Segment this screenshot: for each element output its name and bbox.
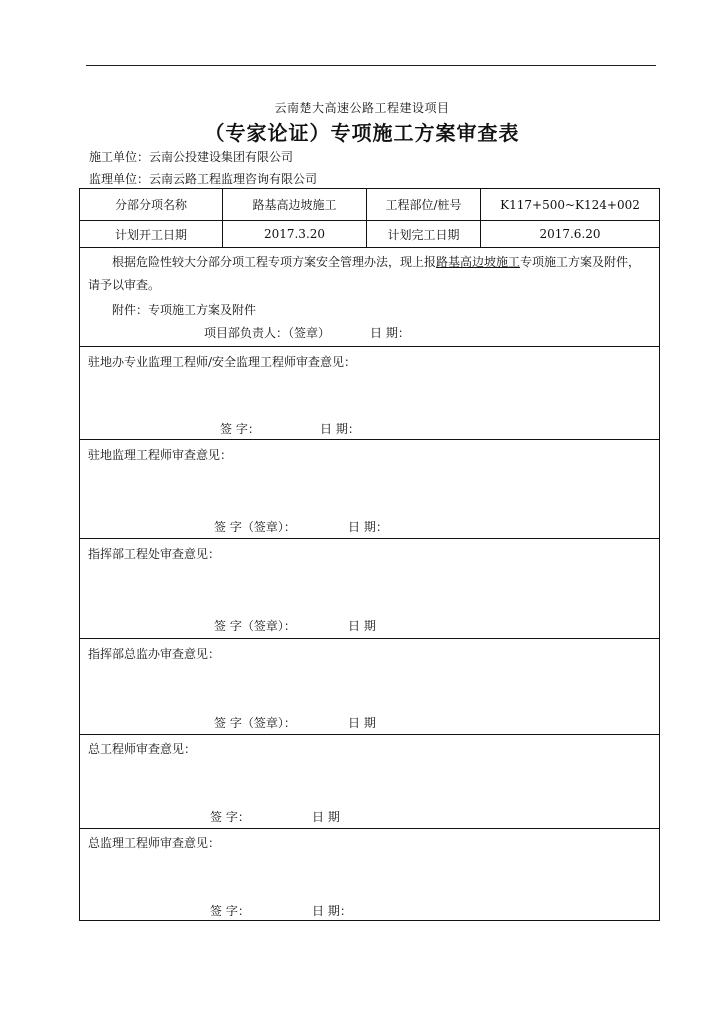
review-sign: 签 字（签章）：: [214, 619, 296, 633]
application-text-before: 根据危险性较大分部分项工程专项方案安全管理办法，现上报: [112, 255, 437, 269]
responsible-date: 日 期：: [370, 326, 410, 340]
review-sign: 签 字：: [220, 422, 260, 436]
value-location: K117+500~K124+002: [500, 197, 640, 212]
review-section-site-supervisor: [80, 440, 659, 539]
review-section-chief-engineer: [80, 735, 659, 829]
label-item-name: 分部分项名称: [80, 189, 223, 220]
application-text-after: 专项施工方案及附件，请予以审查。: [88, 255, 641, 292]
review-sign: 签 字：: [210, 810, 250, 824]
review-title: 指挥部总监办审查意见：: [88, 647, 221, 661]
project-name: 云南楚大高速公路工程建设项目: [274, 101, 450, 115]
review-title: 指挥部工程处审查意见：: [88, 547, 221, 561]
attachment-line: 附件：专项施工方案及附件: [112, 303, 257, 317]
review-date: 日 期: [348, 619, 376, 633]
form-title: （专家论证）专项施工方案审查表: [204, 121, 520, 145]
review-title: 总工程师审查意见：: [88, 742, 197, 756]
review-title: 驻地办专业监理工程师/安全监理工程师审查意见：: [88, 355, 357, 369]
application-section: [80, 248, 659, 347]
responsible-signature: 项目部负责人：（签章）: [204, 326, 331, 340]
review-date: 日 期：: [348, 520, 388, 534]
review-title: 总监理工程师审查意见：: [88, 836, 221, 850]
application-underlined-item: 路基高边坡施工: [436, 255, 521, 269]
review-section-chief-supervisor: [80, 829, 659, 920]
value-end-date: 2017.6.20: [539, 227, 601, 241]
supervision-unit: 监理单位：云南云路工程监理咨询有限公司: [89, 172, 318, 186]
review-sign: 签 字（签章）：: [214, 716, 296, 730]
label-location: 工程部位/桩号: [367, 189, 481, 220]
application-text: [88, 251, 650, 297]
review-sign: 签 字（签章）：: [214, 520, 296, 534]
label-end-date: 计划完工日期: [367, 221, 481, 247]
value-start-date: 2017.3.20: [223, 221, 367, 247]
review-date: 日 期: [348, 716, 376, 730]
review-title: 驻地监理工程师审查意见：: [88, 448, 233, 462]
review-section-engineering-dept: [80, 539, 659, 639]
review-date: 日 期：: [312, 904, 352, 918]
review-section-site-specialist: [80, 347, 659, 440]
value-item-name: 路基高边坡施工: [223, 189, 367, 220]
info-row-2: [80, 221, 659, 248]
review-section-chief-supervision-office: [80, 639, 659, 735]
header-rule: [86, 65, 656, 66]
review-date: 日 期: [312, 810, 340, 824]
review-date: 日 期：: [320, 422, 360, 436]
review-form-table: [79, 188, 660, 921]
label-start-date: 计划开工日期: [80, 221, 223, 247]
construction-unit: 施工单位：云南公投建设集团有限公司: [89, 150, 294, 164]
review-sign: 签 字：: [210, 904, 250, 918]
info-row-1: [80, 189, 659, 221]
